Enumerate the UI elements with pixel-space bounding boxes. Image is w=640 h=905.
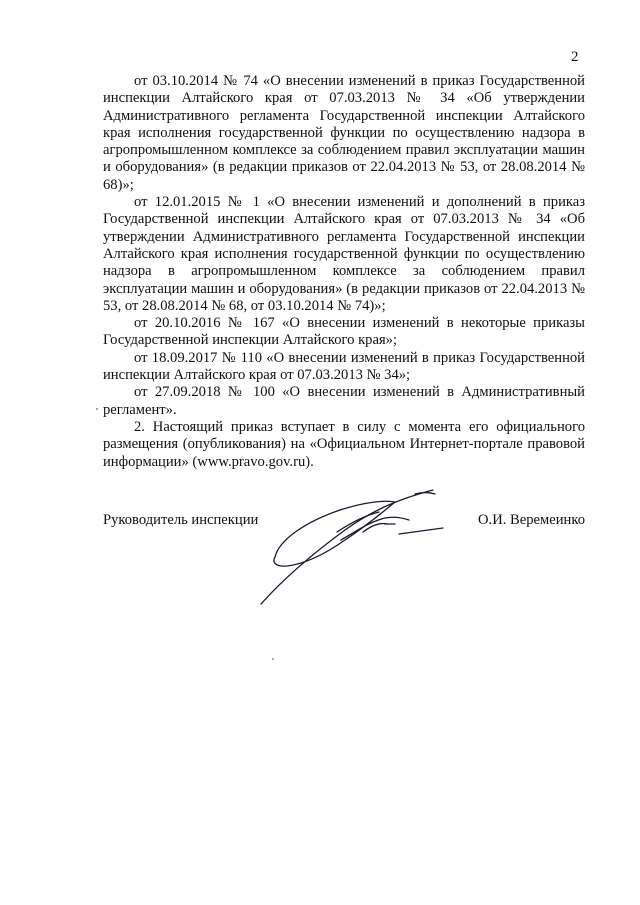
signatory-position: Руководитель инспекции — [103, 512, 259, 528]
list-item-order-2018-100: от 27.09.2018 № 100 «О внесении изменений в Административный регламент». — [103, 384, 585, 418]
page-number: 2 — [571, 49, 579, 65]
document-body — [103, 73, 585, 471]
list-item-order-2015-1: от 12.01.2015 № 1 «О внесении изменений и дополнений в приказ Государственной инспекции Алтайского края от 07.03.2013 № 34 «Об утверждении Административного регламента Государственной инспекции Алтайского края исполнения государственной функции по осуществлению надзора в агропромышленном комплексе за соблюдением правил эксплуатации машин и оборудования» (в редакции приказов от 22.04.2013 № 53, от 28.08.2014 № 68, от 03.10.2014 № 74)»; — [103, 194, 585, 314]
list-item-order-2016-167: от 20.10.2016 № 167 «О внесении изменений в некоторые приказы Государственной инспекции Алтайского края»; — [103, 315, 585, 349]
clause-2-effective-date: 2. Настоящий приказ вступает в силу с момента его официального размещения (опубликования) на «Официальном Интернет-портале правовой информации» (www.pravo.gov.ru). — [103, 418, 585, 470]
list-item-order-2014-74: от 03.10.2014 № 74 «О внесении изменений в приказ Государственной инспекции Алтайского края от 07.03.2013 № 34 «Об утверждении Административного регламента Государственной инспекции Алтайского края исполнения государственной функции по осуществлению надзора в агропромышленном комплексе за соблюдением правил эксплуатации машин и оборудования» (в редакции приказов от 22.04.2013 № 53, от 28.08.2014 № 68)»; — [103, 73, 585, 193]
list-item-order-2017-110: от 18.09.2017 № 110 «О внесении изменений в приказ Государственной инспекции Алтайского края от 07.03.2013 № 34»; — [103, 349, 585, 384]
signatory-name: О.И. Веремеинко — [478, 512, 585, 528]
margin-mark — [96, 408, 98, 410]
handwritten-signature — [245, 482, 465, 612]
scan-dot — [272, 658, 274, 660]
